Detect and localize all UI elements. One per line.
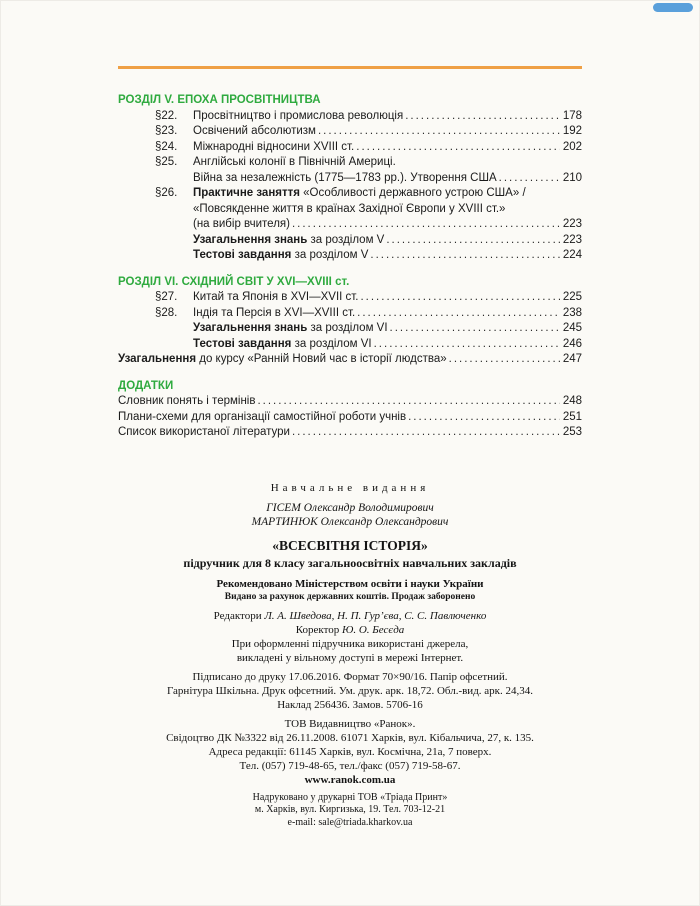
toc-page-number: 247 bbox=[562, 353, 582, 365]
toc-dots-leader bbox=[290, 217, 560, 233]
toc-entry-title: Узагальнення до курсу «Ранній Новий час в історії людства» bbox=[118, 353, 447, 365]
toc-entry-title: «Повсякденне життя в країнах Західної Європи у XVIII ст.» bbox=[193, 202, 506, 215]
colophon bbox=[118, 481, 582, 830]
toc-entry-number: §26. bbox=[155, 187, 178, 199]
toc-entry bbox=[118, 306, 582, 322]
toc-dots-leader bbox=[384, 233, 559, 249]
toc-entry-title: Індія та Персія в XVI—XVIII ст. bbox=[193, 306, 356, 319]
toc-dots-leader bbox=[447, 352, 560, 368]
toc-entry-title: Словник понять і термінів bbox=[118, 395, 256, 407]
colophon-line: Підписано до друку 17.06.2016. Формат 70×90/16. Папір офсетний. bbox=[192, 670, 508, 683]
toc-entry-number: §22. bbox=[155, 109, 178, 122]
colophon-line: МАРТИНЮК Олександр Олександрович bbox=[251, 515, 449, 528]
toc-page-number: 225 bbox=[562, 291, 582, 303]
toc-page-number: 253 bbox=[562, 426, 582, 438]
toc-entry bbox=[118, 352, 582, 368]
toc-entry bbox=[118, 124, 582, 140]
toc-entry bbox=[118, 248, 582, 264]
toc-page-number: 238 bbox=[562, 306, 582, 319]
colophon-line: Коректор Ю. О. Бесєда bbox=[295, 623, 405, 636]
toc-entry bbox=[118, 425, 582, 441]
toc-dots-leader bbox=[290, 425, 560, 441]
toc-entry-title: Плани-схеми для організації самостійної роботи учнів bbox=[118, 410, 407, 423]
toc-entry-title: Освічений абсолютизм bbox=[193, 125, 316, 137]
toc-entry bbox=[118, 337, 582, 353]
colophon-line: ГІСЕМ Олександр Володимирович bbox=[266, 501, 434, 514]
scan-watermark-logo bbox=[653, 3, 693, 12]
toc-entry-number: §25. bbox=[155, 156, 178, 168]
toc-dots-leader bbox=[354, 140, 560, 156]
toc-entry-title: Міжнародні відносини XVIII ст. bbox=[193, 140, 355, 153]
colophon-line: викладені у вільному доступі в мережі Інтернет. bbox=[236, 651, 464, 664]
toc-dots-leader bbox=[406, 410, 560, 426]
toc-dots-leader bbox=[497, 171, 560, 187]
colophon-line: Тел. (057) 719-48-65, тел./факс (057) 719-58-67. bbox=[239, 759, 461, 772]
colophon-line: «ВСЕСВІТНЯ ІСТОРІЯ» bbox=[272, 537, 428, 553]
toc-entry-title: Узагальнення знань за розділом VI bbox=[193, 322, 388, 334]
toc-entry-title: Практичне заняття «Особливості державного устрою США» / bbox=[193, 187, 526, 199]
table-of-contents bbox=[118, 93, 582, 441]
toc-page-number: 178 bbox=[562, 109, 582, 122]
toc-entry bbox=[118, 233, 582, 249]
toc-entry-title: Тестові завдання за розділом VI bbox=[193, 337, 372, 350]
toc-page-number: 224 bbox=[562, 249, 582, 261]
toc-entry bbox=[118, 140, 582, 156]
colophon-line: e-mail: sale@triada.kharkov.ua bbox=[287, 816, 413, 828]
toc-entry-title: Війна за незалежність (1775—1783 рр.). Утворення США bbox=[193, 171, 497, 184]
toc-entry bbox=[118, 171, 582, 187]
toc-dots-leader bbox=[255, 394, 559, 410]
toc-entry-title: (на вибір вчителя) bbox=[193, 218, 290, 230]
toc-entry-title: Англійські колонії в Північній Америці. bbox=[193, 156, 396, 168]
toc-entry bbox=[118, 410, 582, 426]
toc-page-number: 223 bbox=[562, 233, 582, 246]
toc-dots-leader bbox=[358, 290, 559, 306]
colophon-line: Гарнітура Шкільна. Друк офсетний. Ум. друк. арк. 18,72. Обл.-вид. арк. 24,34. bbox=[166, 684, 534, 697]
toc-dots-leader bbox=[388, 321, 560, 337]
colophon-line: При оформленні підручника використані джерела, bbox=[231, 637, 469, 650]
toc-dots-leader bbox=[355, 306, 560, 322]
toc-entry bbox=[118, 321, 582, 337]
colophon-line: ТОВ Видавництво «Ранок». bbox=[284, 717, 416, 730]
colophon-line: www.ranok.com.ua bbox=[304, 773, 396, 786]
toc-entry bbox=[118, 186, 582, 202]
toc-entry-title: Просвітництво і промислова революція bbox=[193, 109, 404, 122]
colophon-line: Навчальне видання bbox=[270, 481, 430, 494]
colophon-line: Адреса редакції: 61145 Харків, вул. Космічна, 21а, 7 поверх. bbox=[208, 745, 492, 758]
toc-entry-number: §24. bbox=[155, 140, 178, 153]
toc-entry-title: Тестові завдання за розділом V bbox=[193, 249, 369, 261]
toc-page-number: 210 bbox=[562, 171, 582, 184]
toc-entry bbox=[118, 217, 582, 233]
toc-entry-number: §28. bbox=[155, 306, 178, 319]
toc-entry-title: Список використаної літератури bbox=[118, 426, 290, 438]
colophon-line: Надруковано у друкарні ТОВ «Тріада Принт» bbox=[252, 791, 448, 803]
toc-page-number: 223 bbox=[562, 218, 582, 230]
toc-entry-number: §27. bbox=[155, 291, 178, 303]
colophon-line: підручник для 8 класу загальноосвітніх навчальних закладів bbox=[183, 555, 517, 570]
toc-page-number: 202 bbox=[562, 140, 582, 153]
toc-section-heading: РОЗДІЛ VI. СХІДНИЙ СВІТ У XVI—XVIII ст. bbox=[118, 275, 350, 288]
toc-dots-leader bbox=[372, 337, 560, 353]
toc-dots-leader bbox=[403, 109, 560, 125]
toc-entry-title: Узагальнення знань за розділом V bbox=[193, 233, 385, 246]
toc-entry bbox=[118, 290, 582, 306]
toc-dots-leader bbox=[316, 124, 560, 140]
colophon-line: Наклад 256436. Замов. 5706-16 bbox=[277, 698, 423, 711]
orange-divider bbox=[118, 66, 582, 69]
toc-entry bbox=[118, 394, 582, 410]
colophon-line: Редактори Л. А. Шведова, Н. П. Гур’єва, С. С. Павлюченко bbox=[213, 609, 487, 622]
toc-section-heading: РОЗДІЛ V. ЕПОХА ПРОСВІТНИЦТВА bbox=[118, 94, 321, 106]
toc-dots-leader bbox=[368, 248, 559, 264]
toc-page-number: 245 bbox=[562, 322, 582, 334]
toc-entry-number: §23. bbox=[155, 125, 178, 137]
toc-page-number: 246 bbox=[562, 337, 582, 350]
toc-page-number: 251 bbox=[562, 410, 582, 423]
toc-page-number: 192 bbox=[562, 125, 582, 137]
colophon-line: м. Харків, вул. Киргизька, 19. Тел. 703-12-21 bbox=[254, 804, 446, 815]
colophon-line: Свідоцтво ДК №3322 від 26.11.2008. 61071 Харків, вул. Кібальчича, 27, к. 135. bbox=[166, 731, 534, 744]
toc-entry bbox=[118, 202, 582, 218]
colophon-line: Рекомендовано Міністерством освіти і науки України bbox=[216, 577, 484, 590]
toc-entry bbox=[118, 155, 582, 171]
toc-section-heading: ДОДАТКИ bbox=[118, 379, 174, 392]
toc-entry bbox=[118, 109, 582, 125]
toc-entry-title: Китай та Японія в XVI—XVII ст. bbox=[193, 291, 359, 303]
toc-page-number: 248 bbox=[562, 395, 582, 407]
colophon-line: Видано за рахунок державних коштів. Продаж заборонено bbox=[224, 591, 476, 602]
